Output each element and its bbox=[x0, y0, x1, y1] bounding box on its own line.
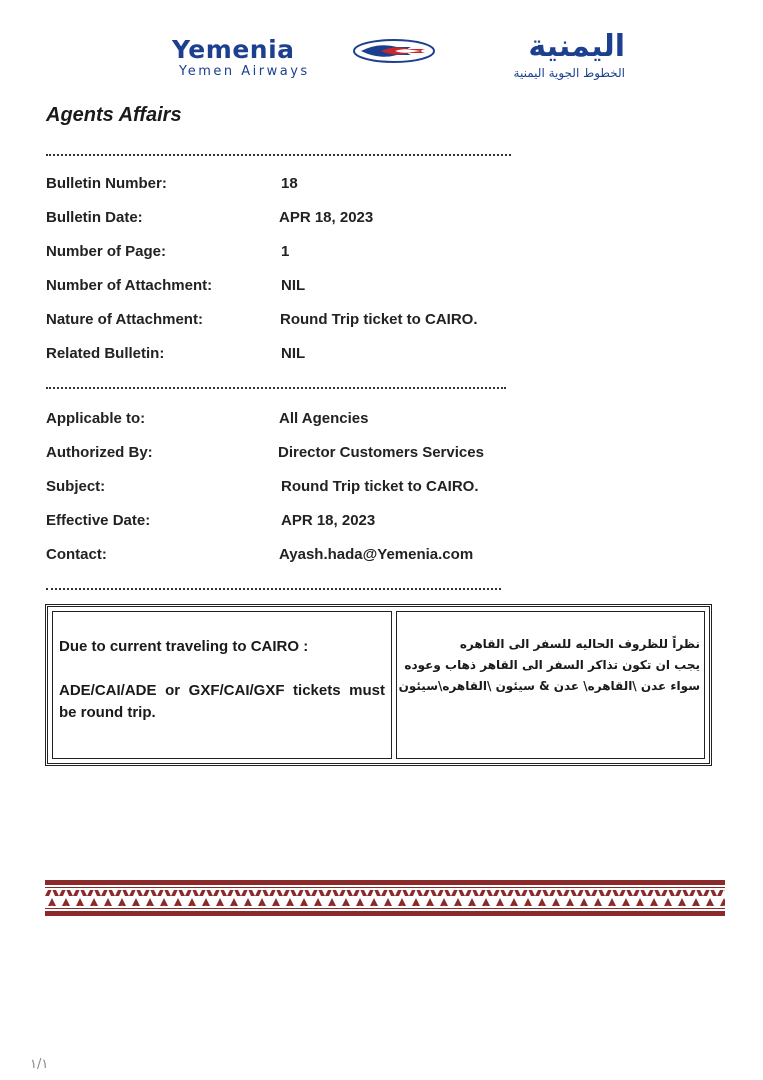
brand-subtitle-en: Yemen Airways bbox=[179, 64, 310, 79]
info-row-number-of-attachment bbox=[0, 277, 763, 299]
detail-row-effective-date bbox=[0, 512, 763, 534]
airline-emblem-icon bbox=[351, 38, 437, 64]
decorative-pattern-band bbox=[45, 880, 725, 916]
detail-label: Contact: bbox=[46, 546, 107, 563]
detail-row-contact bbox=[0, 546, 763, 568]
info-label: Nature of Attachment: bbox=[46, 311, 203, 328]
contact-email: Ayash.hada@Yemenia.com bbox=[279, 546, 474, 563]
notice-table bbox=[45, 604, 712, 766]
detail-value: Round Trip ticket to CAIRO. bbox=[281, 478, 479, 495]
info-label: Number of Attachment: bbox=[46, 277, 213, 294]
notice-ar-line-2: يجب ان تكون تذاكر السفر الى القاهر ذهاب وعوده bbox=[404, 658, 700, 672]
dotted-divider bbox=[46, 154, 511, 156]
info-value: NIL bbox=[281, 345, 306, 362]
detail-value: All Agencies bbox=[279, 410, 369, 427]
dotted-divider bbox=[46, 588, 501, 590]
logo-english bbox=[172, 36, 310, 80]
notice-en-line-1: Due to current traveling to CAIRO : bbox=[59, 638, 309, 655]
dotted-divider bbox=[46, 387, 506, 389]
notice-ar-line-3: سواء عدن \القاهره\ عدن & سيئون \القاهره\سيئون bbox=[398, 679, 700, 693]
info-label: Bulletin Number: bbox=[46, 175, 167, 192]
page-indicator: ١/١ bbox=[30, 1057, 49, 1072]
detail-label: Authorized By: bbox=[46, 444, 153, 461]
info-label: Number of Page: bbox=[46, 243, 167, 260]
notice-cell-english bbox=[52, 611, 392, 759]
section-title: Agents Affairs bbox=[46, 104, 182, 126]
notice-ar-line-1: نظراً للظروف الحاليه للسفر الى القاهره bbox=[459, 637, 700, 651]
detail-value: Director Customers Services bbox=[278, 444, 484, 461]
info-label: Related Bulletin: bbox=[46, 345, 165, 362]
detail-row-authorized-by bbox=[0, 444, 763, 466]
detail-row-subject bbox=[0, 478, 763, 500]
info-label: Bulletin Date: bbox=[46, 209, 143, 226]
detail-label: Applicable to: bbox=[46, 410, 146, 427]
detail-row-applicable-to bbox=[0, 410, 763, 432]
info-value: 18 bbox=[281, 175, 298, 192]
info-row-bulletin-date bbox=[0, 209, 763, 231]
logo-arabic bbox=[440, 30, 625, 80]
brand-name-ar: اليمنية bbox=[528, 29, 625, 64]
detail-label: Effective Date: bbox=[46, 512, 151, 529]
info-row-related-bulletin bbox=[0, 345, 763, 367]
notice-cell-arabic bbox=[396, 611, 705, 759]
info-value: 1 bbox=[281, 243, 290, 260]
detail-label: Subject: bbox=[46, 478, 106, 495]
info-value: Round Trip ticket to CAIRO. bbox=[280, 311, 478, 328]
info-row-nature-of-attachment bbox=[0, 311, 763, 333]
info-value: NIL bbox=[281, 277, 306, 294]
notice-en-line-2: ADE/CAI/ADE or GXF/CAI/GXF tickets must be round trip. bbox=[59, 682, 385, 721]
brand-name-en: Yemenia bbox=[172, 35, 295, 64]
brand-subtitle-ar: الخطوط الجوية اليمنية bbox=[513, 66, 625, 80]
info-row-number-of-page bbox=[0, 243, 763, 265]
detail-value: APR 18, 2023 bbox=[281, 512, 376, 529]
info-row-bulletin-number bbox=[0, 175, 763, 197]
info-value: APR 18, 2023 bbox=[279, 209, 374, 226]
